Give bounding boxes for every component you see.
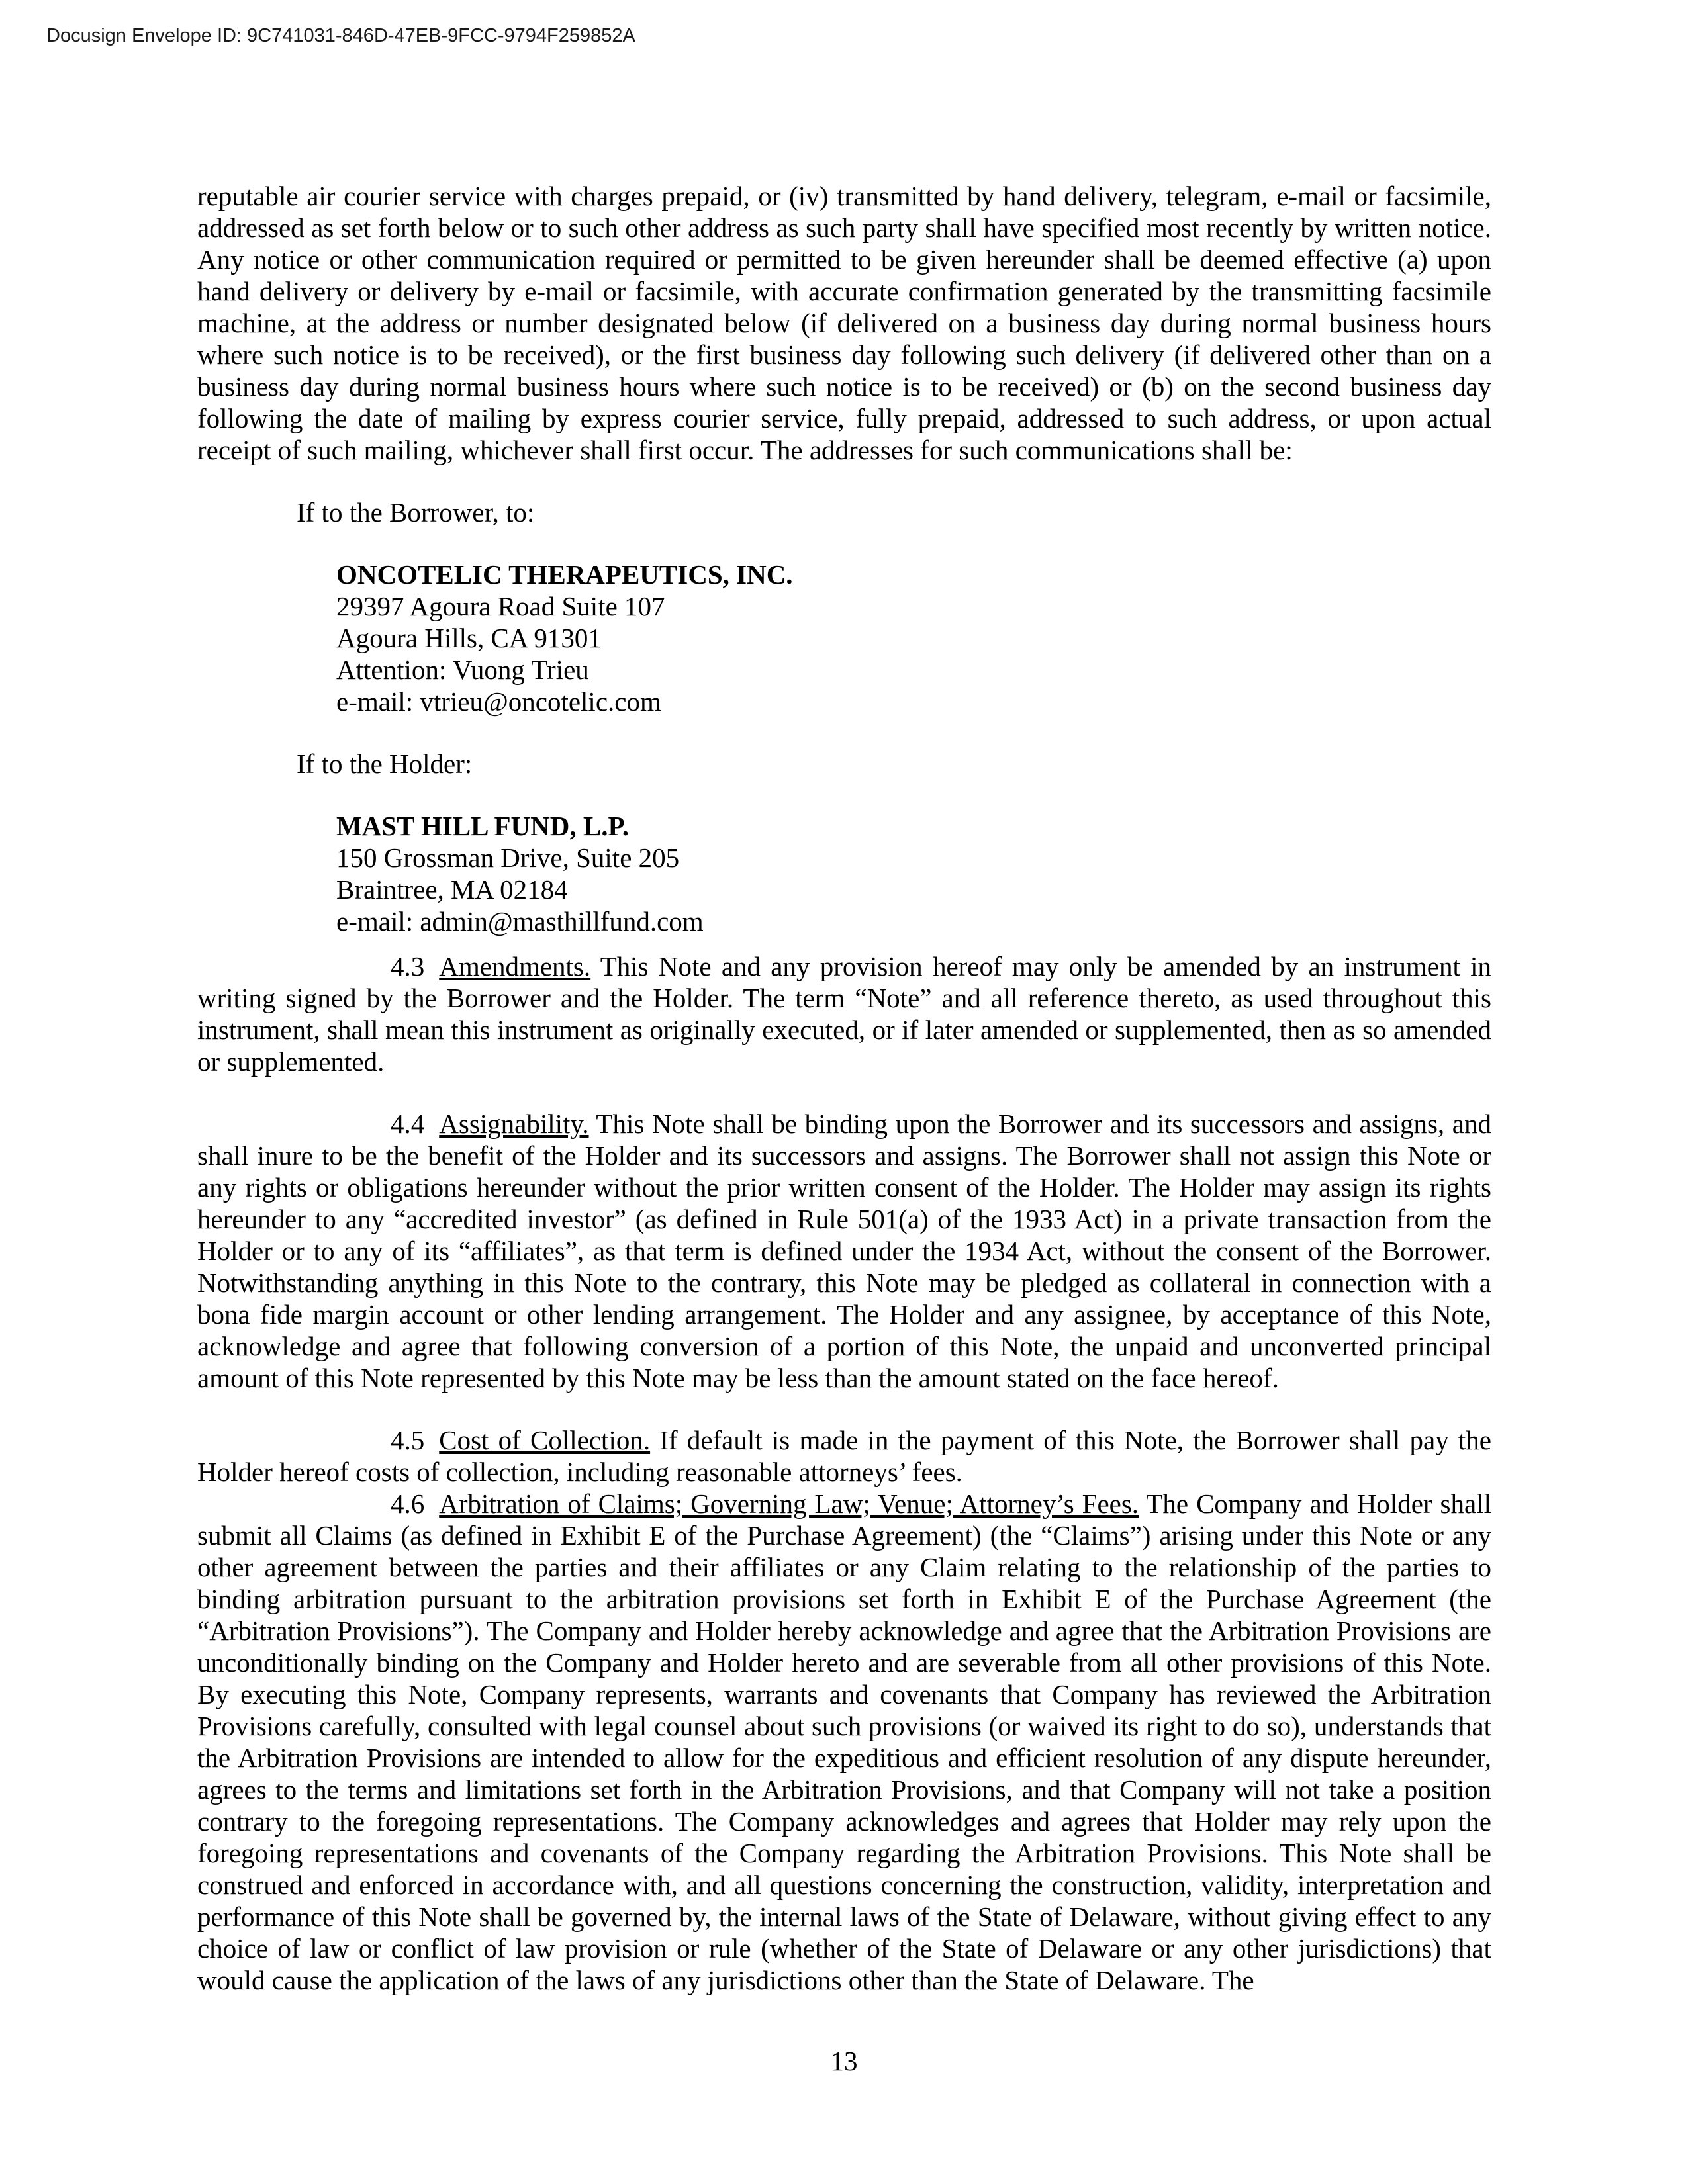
section-body: If default is made in the payment of this Note, the Borrower shall pay the Holder hereof costs of collection, including reasonable attorneys’ fees. xyxy=(197,1425,1492,1487)
borrower-name: ONCOTELIC THERAPEUTICS, INC. xyxy=(336,559,793,590)
borrower-address-line-1: 29397 Agoura Road Suite 107 xyxy=(336,591,665,621)
holder-heading: If to the Holder: xyxy=(297,749,473,779)
holder-address-line-1: 150 Grossman Drive, Suite 205 xyxy=(336,842,680,873)
borrower-attention: Attention: Vuong Trieu xyxy=(336,655,589,685)
section-title: Cost of Collection. xyxy=(439,1425,651,1455)
section-number: 4.6 xyxy=(391,1488,425,1519)
document-page xyxy=(197,180,1491,1996)
section-assignability xyxy=(197,1108,1491,1394)
borrower-address xyxy=(336,559,1491,717)
section-arbitration xyxy=(197,1488,1491,1996)
page-number: 13 xyxy=(830,2046,858,2076)
section-title: Assignability. xyxy=(439,1109,589,1139)
section-number: 4.5 xyxy=(391,1425,425,1455)
borrower-email: e-mail: vtrieu@oncotelic.com xyxy=(336,686,661,717)
docusign-envelope-id: Docusign Envelope ID: 9C741031-846D-47EB-9FCC-9794F259852A xyxy=(46,25,635,46)
section-body: This Note shall be binding upon the Borrower and its successors and assigns, and shall inure to be the benefit of the Holder and its successors and assigns. The Borrower shall not assign this Note or any rights or obligations hereunder without the prior written consent of the Holder. The Holder may assign its rights hereunder to any “accredited investor” (as defined in Rule 501(a) of the 1933 Act) in a private transaction from the Holder or to any of its “affiliates”, as that term is defined under the 1934 Act, without the consent of the Borrower. Notwithstanding anything in this Note to the contrary, this Note may be pledged as collateral in connection with a bona fide margin account or other lending arrangement. The Holder and any assignee, by acceptance of this Note, acknowledge and agree that following conversion of a portion of this Note, the unpaid and unconverted principal amount of this Note represented by this Note may be less than the amount stated on the face hereof. xyxy=(197,1109,1492,1393)
borrower-heading: If to the Borrower, to: xyxy=(297,497,535,527)
section-title: Amendments. xyxy=(439,951,591,981)
section-amendments xyxy=(197,950,1491,1077)
holder-name: MAST HILL FUND, L.P. xyxy=(336,811,629,841)
notice-paragraph: reputable air courier service with charges prepaid, or (iv) transmitted by hand delivery, telegram, e-mail or facsimile, addressed as set forth below or to such other address as such party shall have specified most recently by written notice. Any notice or other communication required or permitted to be given hereunder shall be deemed effective (a) upon hand delivery or delivery by e-mail or facsimile, with accurate confirmation generated by the transmitting facsimile machine, at the address or number designated below (if delivered on a business day during normal business hours where such notice is to be received), or the first business day following such delivery (if delivered other than on a business day during normal business hours where such notice is to be received) or (b) on the second business day following the date of mailing by express courier service, fully prepaid, addressed to such address, or upon actual receipt of such mailing, whichever shall first occur. The addresses for such communications shall be: xyxy=(197,181,1491,465)
section-body: This Note and any provision hereof may only be amended by an instrument in writing signed by the Borrower and the Holder. The term “Note” and all reference thereto, as used throughout this instrument, shall mean this instrument as originally executed, or if later amended or supplemented, then as so amended or supplemented. xyxy=(197,951,1491,1077)
holder-address xyxy=(336,810,1491,937)
borrower-address-line-2: Agoura Hills, CA 91301 xyxy=(336,623,602,653)
holder-address-line-2: Braintree, MA 02184 xyxy=(336,874,568,905)
section-title: Arbitration of Claims; Governing Law; Venue; Attorney’s Fees. xyxy=(439,1488,1139,1519)
section-number: 4.4 xyxy=(391,1109,425,1139)
section-body: The Company and Holder shall submit all Claims (as defined in Exhibit E of the Purchase Agreement) (the “Claims”) arising under this Note or any other agreement between the parties and their affiliates or any Claim relating to the relationship of the parties to binding arbitration pursuant to the arbitration provisions set forth in Exhibit E of the Purchase Agreement (the “Arbitration Provisions”). The Company and Holder hereby acknowledge and agree that the Arbitration Provisions are unconditionally binding on the Company and Holder hereto and are severable from all other provisions of this Note. By executing this Note, Company represents, warrants and covenants that Company has reviewed the Arbitration Provisions carefully, consulted with legal counsel about such provisions (or waived its right to do so), understands that the Arbitration Provisions are intended to allow for the expeditious and efficient resolution of any dispute hereunder, agrees to the terms and limitations set forth in the Arbitration Provisions, and that Company will not take a position contrary to the foregoing representations. The Company acknowledges and agrees that Holder may rely upon the foregoing representations and covenants of the Company regarding the Arbitration Provisions. This Note shall be construed and enforced in accordance with, and all questions concerning the construction, validity, interpretation and performance of this Note shall be governed by, the internal laws of the State of Delaware, without giving effect to any choice of law or conflict of law provision or rule (whether of the State of Delaware or any other jurisdictions) that would cause the application of the laws of any jurisdictions other than the State of Delaware. The xyxy=(197,1488,1491,1995)
holder-email: e-mail: admin@masthillfund.com xyxy=(336,906,704,936)
section-cost-of-collection xyxy=(197,1424,1491,1488)
section-number: 4.3 xyxy=(391,951,425,981)
